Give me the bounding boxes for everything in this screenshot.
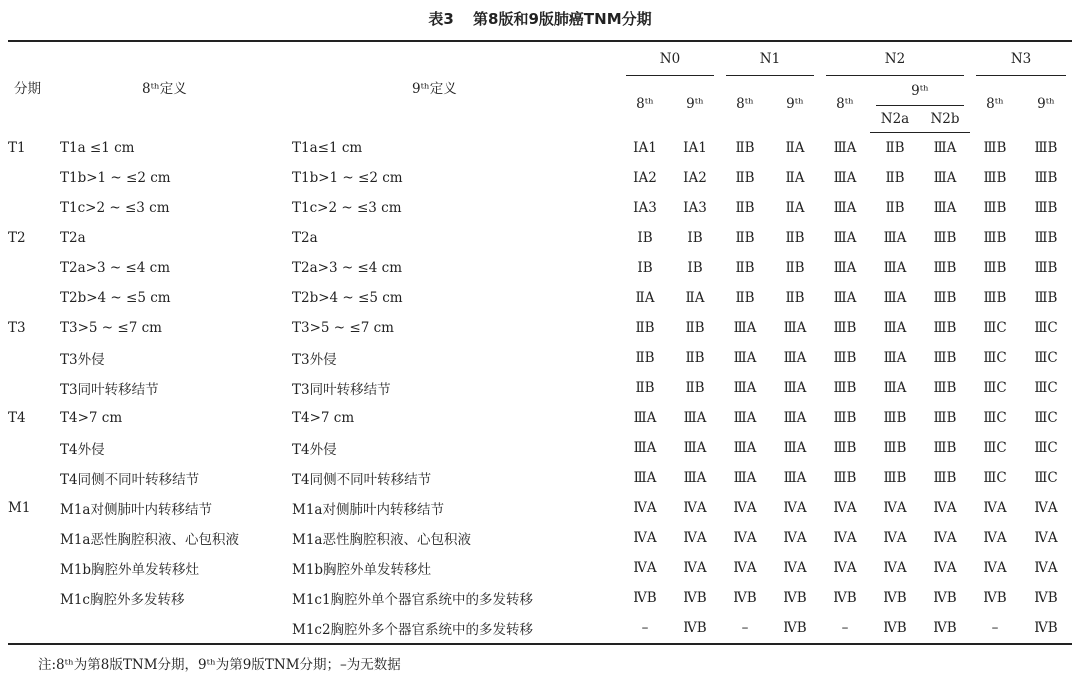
stage-value-cell: ⅣA (1034, 530, 1058, 546)
header-n0-9th: 9ᵗʰ (686, 96, 704, 113)
stage-value-cell: ⅣB (1020, 613, 1072, 644)
table-row (8, 133, 1072, 164)
stage-value-cell: ⅡB (785, 290, 805, 306)
def8-cell: T4外侵 (60, 442, 105, 458)
stage-value-cell: ⅣB (983, 590, 1007, 606)
stage-cell (8, 553, 60, 583)
stage-value-cell: ⅠA3 (633, 200, 657, 216)
stage-value-cell: ⅢA (833, 290, 857, 306)
stage-value-cell: ⅢC (1034, 410, 1058, 426)
table-row (8, 463, 1072, 493)
stage-value-cell: ⅢB (883, 410, 907, 426)
stage-value-cell: ⅣA (783, 560, 807, 576)
def8-cell: T1c>2 ~ ≤3 cm (60, 200, 170, 216)
stage-value-cell: ⅢA (783, 380, 807, 396)
stage-value-cell: ⅢA (783, 440, 807, 456)
stage-value-cell: ⅡB (685, 350, 705, 366)
stage-value-cell: ⅢC (1034, 350, 1058, 366)
def9-cell: T4>7 cm (292, 410, 355, 426)
stage-value-cell: ⅢB (983, 230, 1007, 246)
stage-value-cell: ⅣA (983, 500, 1007, 516)
table-row (8, 223, 1072, 253)
stage-value-cell: ⅣA (733, 500, 757, 516)
def8-cell: T3外侵 (60, 352, 105, 368)
table-title: 第8版和9版肺癌TNM分期 (473, 10, 652, 28)
stage-value-cell: ⅡB (735, 200, 755, 216)
stage-value-cell: ⅢB (983, 290, 1007, 306)
stage-value-cell: ⅣB (633, 590, 657, 606)
stage-value-cell: ⅣB (883, 590, 907, 606)
def8-cell: T3>5 ~ ≤7 cm (60, 320, 162, 336)
stage-value-cell: ⅠA2 (683, 170, 707, 186)
stage-value-cell: ⅡB (785, 230, 805, 246)
table-header (8, 41, 1072, 133)
stage-value-cell: ⅢC (983, 320, 1007, 336)
stage-value-cell: ⅢA (833, 260, 857, 276)
stage-value-cell: ⅢA (683, 440, 707, 456)
stage-value-cell: ⅢB (833, 410, 857, 426)
def9-cell: M1a恶性胸腔积液、心包积液 (292, 532, 471, 548)
header-def8: 8ᵗʰ定义 (60, 41, 292, 133)
stage-value-cell: ⅣA (883, 500, 907, 516)
def9-cell: T2b>4 ~ ≤5 cm (292, 290, 403, 306)
stage-value-cell: ⅢA (633, 470, 657, 486)
stage-value-cell: ⅡA (785, 170, 805, 186)
stage-value-cell: ⅣA (733, 560, 757, 576)
def8-cell: M1b胸腔外单发转移灶 (60, 562, 200, 578)
def9-cell: T4外侵 (292, 442, 337, 458)
stage-value-cell: ⅣB (783, 590, 807, 606)
stage-value-cell: – (820, 613, 870, 644)
stage-value-cell: ⅣA (783, 500, 807, 516)
def8-cell: T4>7 cm (60, 410, 123, 426)
table-row (8, 583, 1072, 613)
stage-value-cell: ⅢA (883, 380, 907, 396)
stage-cell (8, 463, 60, 493)
stage-value-cell: ⅢA (883, 350, 907, 366)
stage-value-cell: ⅣA (933, 530, 957, 546)
stage-value-cell: ⅠB (687, 260, 703, 276)
stage-value-cell: ⅣB (733, 590, 757, 606)
stage-value-cell: ⅢA (783, 350, 807, 366)
def8-cell (60, 613, 292, 644)
stage-cell: T1 (8, 139, 26, 156)
header-n1: N1 (720, 41, 820, 76)
stage-value-cell: ⅣA (933, 560, 957, 576)
stage-value-cell: ⅢB (933, 290, 957, 306)
stage-value-cell: ⅢA (733, 350, 757, 366)
stage-cell (8, 583, 60, 613)
stage-cell (8, 343, 60, 373)
stage-value-cell: ⅢB (833, 380, 857, 396)
header-n2: N2 (820, 41, 970, 76)
stage-value-cell: ⅢC (983, 470, 1007, 486)
table-row (8, 433, 1072, 463)
def8-cell: T1a ≤1 cm (60, 139, 135, 156)
stage-value-cell: ⅣA (833, 560, 857, 576)
stage-value-cell: ⅢA (833, 170, 857, 186)
table-row (8, 163, 1072, 193)
stage-cell: T2 (8, 230, 26, 246)
def8-cell: T2a>3 ~ ≤4 cm (60, 260, 170, 276)
stage-value-cell: ⅢA (633, 440, 657, 456)
table-row (8, 283, 1072, 313)
header-n0-8th: 8ᵗʰ (636, 96, 654, 113)
stage-cell: T3 (8, 320, 26, 336)
stage-value-cell: ⅠA2 (633, 170, 657, 186)
stage-value-cell: ⅡB (735, 260, 755, 276)
header-n2b: N2b (920, 106, 970, 133)
stage-value-cell: ⅣB (770, 613, 820, 644)
stage-value-cell: ⅡB (685, 380, 705, 396)
stage-value-cell: ⅢB (983, 139, 1007, 156)
header-def9: 9ᵗʰ定义 (292, 41, 620, 133)
stage-value-cell: ⅣB (833, 590, 857, 606)
def9-cell: T3>5 ~ ≤7 cm (292, 320, 394, 336)
stage-cell: T4 (8, 410, 26, 426)
def9-cell: T2a>3 ~ ≤4 cm (292, 260, 402, 276)
stage-value-cell: ⅢB (983, 260, 1007, 276)
stage-value-cell: ⅣA (683, 500, 707, 516)
header-n2a: N2a (870, 106, 920, 133)
stage-value-cell: ⅢA (733, 410, 757, 426)
header-n3-9th: 9ᵗʰ (1037, 96, 1055, 113)
stage-value-cell: ⅣA (933, 500, 957, 516)
def9-cell: T1a≤1 cm (292, 139, 363, 156)
def8-cell: T2b>4 ~ ≤5 cm (60, 290, 171, 306)
stage-value-cell: ⅣA (683, 560, 707, 576)
stage-value-cell: – (970, 613, 1020, 644)
stage-value-cell: ⅢB (1034, 260, 1058, 276)
def9-cell: M1c1胸腔外单个器官系统中的多发转移 (292, 592, 534, 608)
stage-value-cell: ⅣB (683, 590, 707, 606)
stage-value-cell: ⅣA (633, 500, 657, 516)
def8-cell: M1c胸腔外多发转移 (60, 592, 185, 608)
table-row (8, 373, 1072, 403)
stage-value-cell: ⅢB (933, 350, 957, 366)
def8-cell: T3同叶转移结节 (60, 382, 159, 398)
stage-value-cell: ⅢA (833, 230, 857, 246)
def8-cell: M1a对侧肺叶内转移结节 (60, 502, 212, 518)
tnm-table (8, 40, 1072, 645)
stage-value-cell: ⅢB (1034, 200, 1058, 216)
stage-value-cell: ⅢA (733, 470, 757, 486)
table-row (8, 613, 1072, 644)
stage-value-cell: ⅢA (883, 230, 907, 246)
stage-value-cell: ⅢC (983, 440, 1007, 456)
stage-cell (8, 373, 60, 403)
header-n2-9th: 9ᵗʰ (870, 76, 970, 106)
stage-value-cell: ⅢC (1034, 320, 1058, 336)
stage-value-cell: ⅡB (635, 350, 655, 366)
def9-cell: T1b>1 ~ ≤2 cm (292, 170, 403, 186)
stage-value-cell: ⅢB (933, 440, 957, 456)
stage-value-cell: ⅢB (983, 200, 1007, 216)
stage-value-cell: ⅠB (637, 260, 653, 276)
stage-value-cell: ⅡB (885, 170, 905, 186)
stage-value-cell: ⅣB (670, 613, 720, 644)
table-row (8, 193, 1072, 223)
stage-value-cell: ⅡB (735, 230, 755, 246)
stage-value-cell: ⅢA (733, 440, 757, 456)
stage-value-cell: ⅢA (683, 470, 707, 486)
stage-value-cell: ⅢA (783, 410, 807, 426)
stage-value-cell: – (720, 613, 770, 644)
stage-value-cell: ⅢA (883, 260, 907, 276)
stage-value-cell: ⅢA (883, 290, 907, 306)
header-n2-8th: 8ᵗʰ (836, 96, 854, 113)
stage-value-cell: ⅢC (1034, 440, 1058, 456)
stage-value-cell: ⅢA (833, 200, 857, 216)
def8-cell: M1a恶性胸腔积液、心包积液 (60, 532, 239, 548)
stage-value-cell: ⅢB (1034, 290, 1058, 306)
stage-value-cell: ⅣA (883, 560, 907, 576)
stage-value-cell: ⅡB (635, 380, 655, 396)
stage-value-cell: ⅠA1 (683, 139, 707, 156)
stage-value-cell: ⅢB (933, 230, 957, 246)
stage-value-cell: ⅢA (933, 200, 957, 216)
stage-value-cell: ⅢA (883, 320, 907, 336)
stage-value-cell: ⅡB (735, 290, 755, 306)
stage-value-cell: ⅠB (637, 230, 653, 246)
stage-value-cell: ⅣA (983, 530, 1007, 546)
stage-value-cell: – (620, 613, 670, 644)
def9-cell: M1c2胸腔外多个器官系统中的多发转移 (292, 613, 620, 644)
stage-value-cell: ⅡA (785, 200, 805, 216)
stage-cell: M1 (8, 500, 31, 516)
stage-value-cell: ⅢA (933, 140, 957, 156)
header-n1-9th: 9ᵗʰ (786, 96, 804, 113)
stage-value-cell: ⅢA (733, 380, 757, 396)
stage-value-cell: ⅢB (833, 440, 857, 456)
stage-value-cell: ⅢB (1034, 170, 1058, 186)
table-row (8, 343, 1072, 373)
stage-value-cell: ⅢC (983, 410, 1007, 426)
stage-value-cell: ⅢB (933, 320, 957, 336)
table-body (8, 133, 1072, 645)
stage-value-cell: ⅠA3 (683, 200, 707, 216)
stage-value-cell: ⅢA (783, 320, 807, 336)
stage-value-cell: ⅣA (683, 530, 707, 546)
def9-cell: T4同侧不同叶转移结节 (292, 472, 432, 488)
def8-cell: T4同侧不同叶转移结节 (60, 472, 200, 488)
stage-value-cell: ⅢB (833, 350, 857, 366)
def8-cell: T1b>1 ~ ≤2 cm (60, 170, 171, 186)
def9-cell: T2a (292, 230, 318, 246)
stage-value-cell: ⅢA (783, 470, 807, 486)
stage-value-cell: ⅡB (685, 320, 705, 336)
stage-value-cell: ⅡB (885, 140, 905, 156)
header-n1-8th: 8ᵗʰ (736, 96, 754, 113)
header-n3-8th: 8ᵗʰ (986, 96, 1004, 113)
stage-cell (8, 193, 60, 223)
stage-value-cell: ⅣA (633, 560, 657, 576)
stage-value-cell: ⅢB (933, 380, 957, 396)
stage-value-cell: ⅡB (735, 170, 755, 186)
stage-value-cell: ⅢA (633, 410, 657, 426)
stage-value-cell: ⅢC (983, 350, 1007, 366)
def9-cell: T1c>2 ~ ≤3 cm (292, 200, 402, 216)
stage-value-cell: ⅣA (1034, 500, 1058, 516)
table-row (8, 313, 1072, 343)
stage-value-cell: ⅡB (735, 139, 755, 156)
stage-cell (8, 283, 60, 313)
stage-value-cell: ⅣB (933, 590, 957, 606)
stage-value-cell: ⅣA (983, 560, 1007, 576)
stage-value-cell: ⅢB (833, 470, 857, 486)
table-caption (0, 8, 1080, 29)
table-row (8, 553, 1072, 583)
header-stage: 分期 (8, 41, 60, 133)
stage-cell (8, 613, 60, 644)
def9-cell: T3同叶转移结节 (292, 382, 391, 398)
table-note: 注:8ᵗʰ为第8版TNM分期，9ᵗʰ为第9版TNM分期；–为无数据 (38, 657, 401, 673)
header-n0: N0 (620, 41, 720, 76)
stage-value-cell: ⅣA (883, 530, 907, 546)
stage-value-cell: ⅢA (833, 139, 857, 156)
stage-value-cell: ⅢB (883, 440, 907, 456)
stage-value-cell: ⅢB (833, 320, 857, 336)
stage-cell (8, 433, 60, 463)
stage-value-cell: ⅢC (1034, 380, 1058, 396)
stage-value-cell: ⅣA (833, 530, 857, 546)
stage-value-cell: ⅣA (1034, 560, 1058, 576)
stage-value-cell: ⅣA (833, 500, 857, 516)
stage-value-cell: ⅡB (885, 200, 905, 216)
stage-value-cell: ⅣB (920, 613, 970, 644)
table-row (8, 253, 1072, 283)
def9-cell: M1a对侧肺叶内转移结节 (292, 502, 444, 518)
stage-value-cell: ⅣA (783, 530, 807, 546)
stage-cell (8, 253, 60, 283)
stage-value-cell: ⅣB (1034, 590, 1058, 606)
stage-value-cell: ⅢB (1034, 139, 1058, 156)
stage-value-cell: ⅣB (870, 613, 920, 644)
stage-value-cell: ⅠB (687, 230, 703, 246)
stage-value-cell: ⅡB (785, 260, 805, 276)
stage-cell (8, 163, 60, 193)
stage-value-cell: ⅡA (635, 290, 655, 306)
stage-value-cell: ⅣA (733, 530, 757, 546)
stage-value-cell: ⅡB (635, 320, 655, 336)
stage-value-cell: ⅢB (933, 410, 957, 426)
stage-value-cell: ⅡA (785, 139, 805, 156)
table-row (8, 523, 1072, 553)
stage-value-cell: ⅠA1 (633, 139, 657, 156)
stage-value-cell: ⅢB (1034, 230, 1058, 246)
stage-value-cell: ⅢA (733, 320, 757, 336)
stage-cell (8, 523, 60, 553)
table-row (8, 493, 1072, 523)
table-number: 表3 (428, 10, 454, 28)
stage-value-cell: ⅢA (933, 170, 957, 186)
header-n3: N3 (970, 41, 1072, 76)
def8-cell: T2a (60, 230, 86, 246)
stage-value-cell: ⅢA (683, 410, 707, 426)
stage-value-cell: ⅢB (883, 470, 907, 486)
stage-value-cell: ⅢC (1034, 470, 1058, 486)
def9-cell: T3外侵 (292, 352, 337, 368)
stage-value-cell: ⅡA (685, 290, 705, 306)
stage-value-cell: ⅢC (983, 380, 1007, 396)
stage-value-cell: ⅢB (933, 260, 957, 276)
stage-value-cell: ⅣA (633, 530, 657, 546)
def9-cell: M1b胸腔外单发转移灶 (292, 562, 432, 578)
stage-value-cell: ⅢB (983, 170, 1007, 186)
stage-value-cell: ⅢB (933, 470, 957, 486)
table-row (8, 403, 1072, 433)
